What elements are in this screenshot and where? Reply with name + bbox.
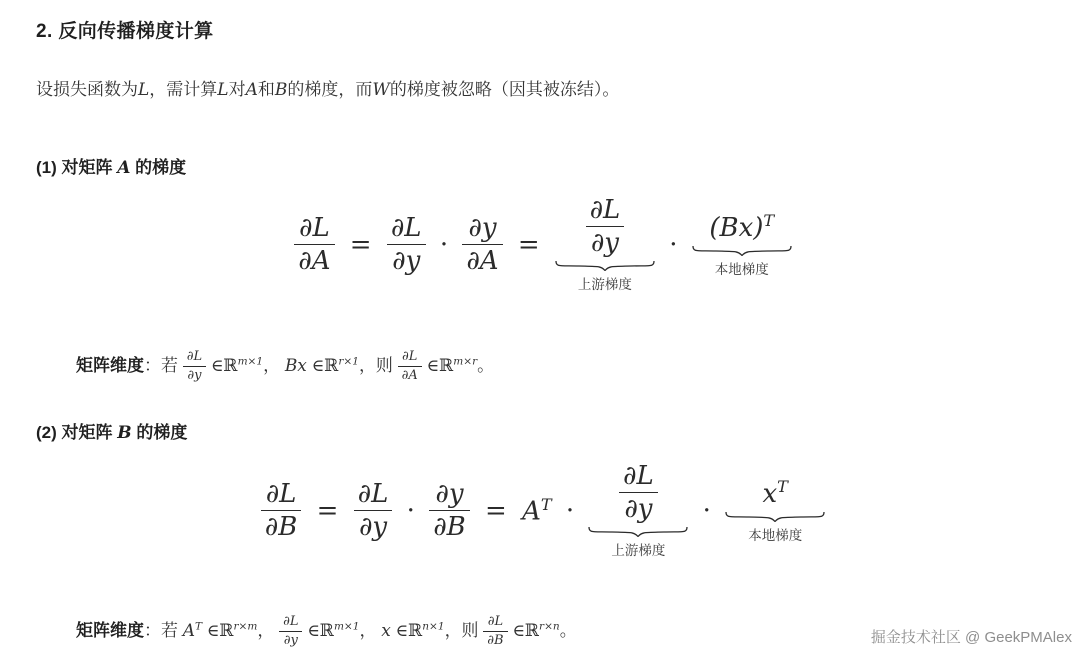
frac-dL-dB: $\frac{\partial L}{\partial B}$	[261, 480, 302, 542]
dims-b-math-x: x	[381, 621, 391, 642]
upstream-gradient-label-b: 上游梯度	[611, 543, 666, 559]
subheading-b-suffix: 的梯度	[136, 423, 188, 442]
dot-2: ·	[669, 229, 678, 260]
dims-a-R-3: ℝ	[439, 356, 454, 377]
dims-a-sep-1: ，	[263, 356, 281, 376]
dims-a-in-2: ∈	[311, 356, 325, 377]
local-gradient-expr-a: $(Bx)^T$	[709, 210, 775, 244]
underbrace-icon	[555, 260, 655, 272]
intro-text-1: 设损失函数为	[36, 80, 138, 99]
dims-a-sep-2: ，则	[358, 356, 393, 376]
dims-a-R-1: ℝ	[223, 356, 238, 377]
intro-math-L1: L	[138, 80, 150, 100]
dims-a-in-3: ∈	[426, 356, 440, 377]
dims-b-frac-2: $\frac{\partial L}{\partial y}$	[279, 615, 302, 648]
dims-b-R-2: ℝ	[319, 621, 334, 642]
dims-b-in-3: ∈	[395, 621, 409, 642]
dims-b-label: 矩阵维度	[76, 621, 144, 641]
local-gradient-group-a	[692, 211, 792, 279]
intro-text-4: 和	[257, 80, 275, 99]
subheading-a-prefix: (1) 对矩阵	[36, 158, 113, 177]
dims-b-R-3-sup: n×1	[422, 620, 445, 633]
dims-b-R-4-sup: r×n	[539, 620, 560, 633]
local-gradient-expr-b: $x^T$	[762, 476, 788, 510]
equals-1: =	[316, 495, 339, 526]
dims-a-label: 矩阵维度	[76, 356, 144, 376]
dims-a-R-2: ℝ	[324, 356, 339, 377]
frac-dL-dy-1: $\frac{\partial L}{\partial y}$	[387, 214, 426, 276]
dims-b-R-1-sup: r×m	[233, 620, 258, 633]
dims-b-R-3: ℝ	[408, 621, 423, 642]
frac-dy-dA: $\frac{\partial y}{\partial A}$	[462, 214, 502, 276]
dot-1: ·	[439, 229, 449, 260]
page-title: 2. 反向传播梯度计算	[36, 21, 214, 42]
subheading-a-suffix: 的梯度	[135, 158, 187, 177]
subheading-b-prefix: (2) 对矩阵	[36, 423, 113, 442]
intro-math-A: A	[245, 80, 258, 100]
intro-math-W: W	[372, 80, 390, 100]
dims-a-frac-1: $\frac{\partial L}{\partial y}$	[183, 350, 206, 383]
intro-math-L2: L	[217, 80, 229, 100]
dims-b-R-2-sup: m×1	[333, 620, 360, 633]
dims-a-frac-3: $\frac{\partial L}{\partial A}$	[398, 350, 422, 383]
subheading-gradient-a	[36, 153, 186, 178]
dims-a-in-1: ∈	[210, 356, 224, 377]
equals-2: =	[517, 229, 540, 260]
local-gradient-label-a: 本地梯度	[714, 262, 769, 278]
dims-a-R-1-sup: m×1	[237, 355, 264, 368]
dims-b-colon: ：若	[144, 621, 178, 641]
dot-3: ·	[702, 495, 711, 526]
dims-a-math-Bx: Bx	[284, 356, 307, 377]
matrix-dimensions-b	[76, 615, 577, 648]
dot-2: ·	[565, 495, 575, 526]
frac-dy-dB: $\frac{\partial y}{\partial B}$	[429, 480, 470, 542]
frac-dL-dy-1: $\frac{\partial L}{\partial y}$	[354, 480, 393, 542]
watermark: 掘金技术社区 @ GeekPMAlex	[870, 629, 1072, 646]
dims-b-sep-3: ，则	[444, 621, 479, 641]
underbrace-icon	[588, 526, 688, 538]
subheading-a-symbol: A	[117, 158, 131, 178]
underbrace-icon	[692, 245, 792, 257]
dims-b-in-1: ∈	[206, 621, 220, 642]
dims-a-end: 。	[477, 356, 495, 376]
intro-text-5: 的梯度，而	[287, 80, 373, 99]
underbrace-icon	[725, 511, 825, 523]
intro-text-3: 对	[228, 80, 246, 99]
dims-a-colon: ：若	[144, 356, 178, 376]
dims-b-end: 。	[559, 621, 577, 641]
equals-1: =	[349, 229, 372, 260]
equation-gradient-b	[0, 462, 1086, 559]
math-A-transpose: $A^T$	[522, 494, 552, 527]
intro-text-2: ，需计算	[149, 80, 218, 99]
dims-b-sep-1: ，	[257, 621, 275, 641]
subheading-gradient-b	[36, 418, 187, 443]
equation-gradient-a	[0, 196, 1086, 293]
dims-b-in-2: ∈	[307, 621, 320, 642]
matrix-dimensions-a	[76, 350, 494, 383]
dims-b-R-4: ℝ	[524, 621, 540, 642]
dims-a-R-3-sup: m×r	[453, 355, 478, 368]
dims-b-frac-4: $\frac{\partial L}{\partial B}$	[483, 615, 507, 648]
dot-1: ·	[406, 495, 415, 526]
dims-a-R-2-sup: r×1	[338, 355, 359, 368]
frac-dL-dy-2: $\frac{\partial L}{\partial y}$	[619, 462, 658, 524]
dims-b-in-4: ∈	[512, 621, 525, 642]
subheading-b-symbol: B	[117, 423, 132, 443]
dims-b-math-AT: $A^T$	[182, 620, 203, 642]
intro-paragraph	[36, 76, 619, 104]
upstream-gradient-label-a: 上游梯度	[577, 277, 632, 293]
upstream-gradient-group-a	[555, 196, 655, 293]
frac-dL-dy-2: $\frac{\partial L}{\partial y}$	[586, 196, 625, 258]
dims-b-sep-2: ，	[359, 621, 377, 641]
equals-2: =	[485, 495, 507, 526]
upstream-gradient-group-b	[588, 462, 688, 559]
dims-b-R-1: ℝ	[219, 621, 234, 642]
intro-text-6: 的梯度被忽略（因其被冻结）。	[389, 80, 620, 99]
local-gradient-group-b	[725, 477, 825, 545]
intro-math-B: B	[274, 80, 288, 100]
local-gradient-label-b: 本地梯度	[748, 528, 803, 544]
frac-dL-dA: $\frac{\partial L}{\partial A}$	[294, 214, 334, 276]
